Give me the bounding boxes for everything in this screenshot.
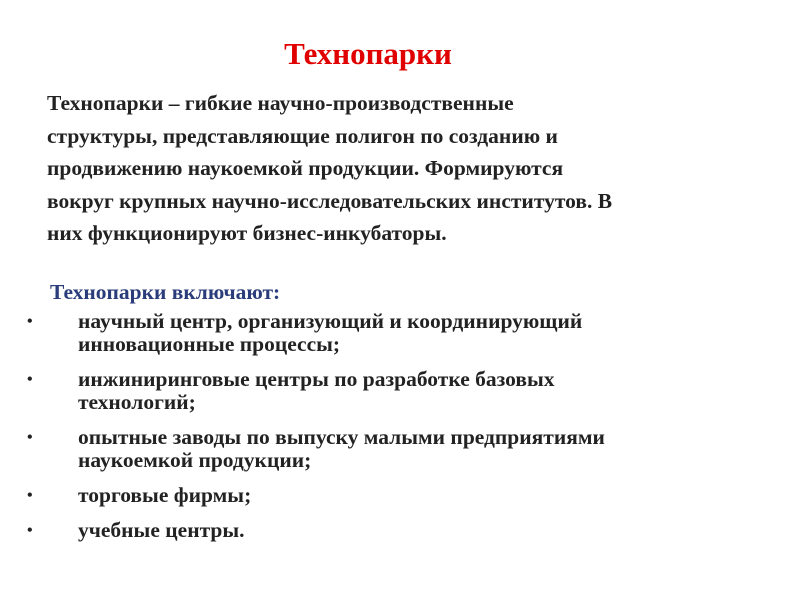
- list-item: [18, 368, 758, 414]
- intro-paragraph: [47, 87, 747, 250]
- bullet-icon: •: [27, 371, 33, 388]
- list-item-line: научный центр, организующий и координирующий: [78, 309, 583, 333]
- bullet-icon: •: [27, 429, 33, 446]
- intro-line: вокруг крупных научно-исследовательских институтов. В: [47, 188, 613, 213]
- list-item-line: торговые фирмы;: [78, 483, 252, 507]
- bullet-icon: •: [27, 487, 33, 504]
- bullet-icon: •: [27, 313, 33, 330]
- list-item-line: инжиниринговые центры по разработке базовых: [78, 367, 555, 391]
- list-item-line: технологий;: [78, 390, 196, 414]
- list-item-line: опытные заводы по выпуску малыми предприятиями: [78, 425, 605, 449]
- list-item-line: учебные центры.: [78, 518, 245, 542]
- list-item: [18, 484, 758, 507]
- list-item-line: инновационные процессы;: [78, 332, 341, 356]
- intro-line: продвижению наукоемкой продукции. Формируются: [47, 156, 564, 180]
- intro-line: них функционируют бизнес-инкубаторы.: [47, 221, 447, 245]
- list-item-line: наукоемкой продукции;: [78, 448, 312, 472]
- slide-title: Технопарки: [284, 36, 452, 71]
- list-item: [18, 310, 758, 356]
- intro-line: структуры, представляющие полигон по созданию и: [47, 123, 558, 148]
- list-heading: Технопарки включают:: [50, 280, 281, 304]
- list-item: [18, 519, 758, 542]
- bullet-list: [18, 310, 758, 554]
- list-item: [18, 426, 758, 472]
- bullet-icon: •: [27, 522, 33, 539]
- intro-line: Технопарки – гибкие научно-производственные: [47, 91, 514, 115]
